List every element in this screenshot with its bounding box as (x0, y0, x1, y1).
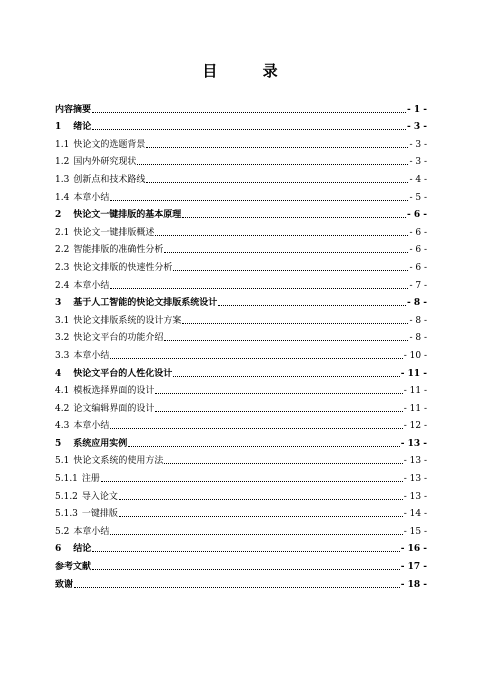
toc-entry-page: - 6 - (407, 210, 427, 221)
toc-entry-page: - 4 - (409, 174, 427, 185)
toc-entry-number: 5.1.1 (55, 474, 78, 485)
toc-entry[interactable] (55, 132, 427, 150)
toc-entry-label (55, 580, 73, 590)
toc-entry-text: 一键排版 (81, 509, 118, 520)
toc-entry[interactable] (55, 572, 427, 590)
toc-entry-label (55, 175, 145, 185)
toc-entry-label (55, 122, 91, 132)
toc-entry-text: 快论文一键排版的基本原理 (73, 210, 182, 221)
dot-leader (182, 216, 406, 218)
toc-entry-page: - 12 - (403, 421, 427, 432)
toc-entry-page: - 3 - (409, 157, 427, 168)
toc-entry-label (55, 386, 154, 396)
toc-entry-text: 快论文平台的功能介绍 (73, 333, 164, 344)
dot-leader (146, 181, 408, 183)
toc-entry[interactable] (55, 414, 427, 432)
toc-entry-page: - 11 - (400, 368, 427, 379)
toc-entry-number: 2.3 (55, 262, 70, 273)
dot-leader (155, 234, 408, 236)
toc-entry-page: - 11 - (403, 403, 427, 414)
toc-entry-number: 3.3 (55, 350, 70, 361)
toc-entry-label (55, 527, 109, 537)
toc-entry-number: 5.1.3 (55, 509, 78, 520)
dot-leader (164, 339, 408, 341)
toc-entry-label (55, 157, 136, 167)
dot-leader (128, 445, 399, 447)
toc-entry[interactable] (55, 308, 427, 326)
toc-entry-number: 4.1 (55, 386, 70, 397)
toc-entry-label (55, 193, 109, 203)
dot-leader (110, 427, 402, 429)
toc-entry[interactable] (55, 326, 427, 344)
toc-entry[interactable] (55, 449, 427, 467)
toc-entry-text: 快论文排版的快速性分析 (73, 262, 173, 273)
toc-entry-number: 1 (55, 122, 62, 133)
toc-entry-number: 5.1 (55, 456, 70, 467)
toc-entry-page: - 13 - (403, 456, 427, 467)
toc-entry-text: 快论文系统的使用方法 (73, 456, 164, 467)
dot-leader (182, 322, 408, 324)
toc-entry-number: 3.2 (55, 333, 70, 344)
toc-entry-label (55, 456, 163, 466)
toc-entry-text: 本章小结 (73, 421, 110, 432)
toc-entry-page: - 13 - (403, 491, 427, 502)
toc-entry-label (55, 544, 91, 554)
toc-entry-label (55, 245, 163, 255)
toc-entry-label (55, 509, 118, 519)
toc-title: 目 录 (202, 62, 298, 80)
toc-entry-page: - 16 - (400, 544, 427, 555)
toc-entry-text: 绪论 (73, 122, 92, 133)
toc-entry-page: - 13 - (403, 474, 427, 485)
toc-entry-text: 本章小结 (73, 526, 110, 537)
toc-entry-page: - 8 - (409, 315, 427, 326)
toc-entry-page: - 17 - (400, 562, 427, 573)
toc-entry-text: 智能排版的准确性分析 (73, 245, 164, 256)
toc-entry-label (55, 474, 100, 484)
toc-entry-text: 国内外研究现状 (73, 157, 137, 168)
toc-entry-label (55, 140, 145, 150)
toc-entry-number: 1.1 (55, 139, 70, 150)
dot-leader (101, 480, 403, 482)
toc-entry-label (55, 439, 127, 449)
toc-entry-text: 论文编辑界面的设计 (73, 403, 155, 414)
toc-entry-text: 参考文献 (55, 562, 92, 573)
toc-entry[interactable] (55, 238, 427, 256)
toc-entry-label (55, 351, 109, 361)
toc-entry[interactable] (55, 466, 427, 484)
toc-entry-text: 快论文一键排版概述 (73, 227, 155, 238)
toc-entry-page: - 6 - (409, 227, 427, 238)
toc-entry-text: 导入论文 (81, 491, 118, 502)
toc-entry[interactable] (55, 379, 427, 397)
dot-leader (110, 533, 402, 535)
toc-entry[interactable] (55, 431, 427, 449)
toc-entry[interactable] (55, 361, 427, 379)
toc-entry-page: - 8 - (407, 298, 427, 309)
toc-entry-text: 本章小结 (73, 280, 110, 291)
toc-entry[interactable] (55, 537, 427, 555)
toc-entry-label (55, 333, 163, 343)
toc-entry[interactable] (55, 502, 427, 520)
toc-entry-label (55, 281, 109, 291)
dot-leader (146, 146, 408, 148)
toc-entry-text: 结论 (73, 544, 92, 555)
toc-entry-text: 内容摘要 (55, 104, 92, 115)
toc-entry-text: 快论文的选题背景 (73, 139, 146, 150)
toc-entry-page: - 11 - (403, 386, 427, 397)
toc-entry-text: 本章小结 (73, 192, 110, 203)
dot-leader (92, 568, 400, 570)
toc-entry-label (55, 298, 217, 308)
toc-entry-text: 快论文平台的人性化设计 (73, 368, 173, 379)
toc-entry-number: 4.2 (55, 403, 70, 414)
toc-entry[interactable] (55, 203, 427, 221)
toc-entry[interactable] (55, 150, 427, 168)
dot-leader (119, 515, 403, 517)
dot-leader (164, 462, 402, 464)
toc-entry-label (55, 263, 172, 273)
toc-entry-number: 1.3 (55, 174, 70, 185)
toc-entry[interactable] (55, 220, 427, 238)
toc-entry-number: 2.1 (55, 227, 70, 238)
toc-entry-number: 3 (55, 298, 62, 309)
toc-entry-number: 2.4 (55, 280, 70, 291)
toc-entry-number: 5.1.2 (55, 491, 78, 502)
toc-entry-text: 创新点和技术路线 (73, 174, 146, 185)
dot-leader (218, 304, 406, 306)
toc-entry[interactable] (55, 396, 427, 414)
dot-leader (173, 375, 399, 377)
toc-entry-page: - 14 - (403, 509, 427, 520)
dot-leader (173, 269, 408, 271)
toc-entry-number: 4.3 (55, 421, 70, 432)
toc-entry-page: - 1 - (407, 104, 427, 115)
toc-entry-page: - 15 - (403, 526, 427, 537)
dot-leader (119, 498, 403, 500)
toc-entry[interactable] (55, 273, 427, 291)
toc-entry[interactable] (55, 115, 427, 133)
dot-leader (92, 128, 406, 130)
toc-entry[interactable] (55, 185, 427, 203)
toc-entry-number: 4 (55, 368, 62, 379)
toc-entry-page: - 10 - (403, 350, 427, 361)
toc-entry-page: - 18 - (400, 579, 427, 590)
dot-leader (92, 111, 406, 113)
toc-entry-label (55, 105, 91, 115)
toc-entry-text: 注册 (81, 474, 100, 485)
toc-entry-page: - 7 - (409, 280, 427, 291)
toc-entry-page: - 3 - (407, 122, 427, 133)
toc-entry[interactable] (55, 519, 427, 537)
table-of-contents (55, 97, 427, 590)
toc-entry-page: - 6 - (409, 262, 427, 273)
toc-entry-page: - 3 - (409, 139, 427, 150)
toc-entry[interactable] (55, 554, 427, 572)
toc-entry-label (55, 316, 181, 326)
toc-entry[interactable] (55, 167, 427, 185)
toc-entry-label (55, 210, 181, 220)
toc-entry[interactable] (55, 484, 427, 502)
toc-entry-page: - 6 - (409, 245, 427, 256)
toc-entry[interactable] (55, 255, 427, 273)
toc-entry-number: 2 (55, 210, 62, 221)
toc-entry[interactable] (55, 343, 427, 361)
toc-entry-label (55, 228, 154, 238)
dot-leader (155, 410, 402, 412)
toc-entry-label (55, 562, 91, 572)
toc-entry-page: - 5 - (409, 192, 427, 203)
toc-entry-number: 5 (55, 438, 62, 449)
toc-entry-number: 1.4 (55, 192, 70, 203)
dot-leader (74, 586, 400, 588)
toc-entry-number: 1.2 (55, 157, 70, 168)
toc-entry-text: 模板选择界面的设计 (73, 386, 155, 397)
toc-entry-text: 快论文排版系统的设计方案 (73, 315, 182, 326)
toc-entry[interactable] (55, 291, 427, 309)
dot-leader (155, 392, 402, 394)
toc-entry-label (55, 421, 109, 431)
toc-entry-label (55, 404, 154, 414)
toc-entry-text: 系统应用实例 (73, 438, 128, 449)
toc-entry[interactable] (55, 97, 427, 115)
toc-entry-text: 致谢 (55, 579, 74, 590)
dot-leader (110, 287, 408, 289)
dot-leader (110, 357, 402, 359)
toc-entry-label (55, 369, 172, 379)
toc-entry-number: 2.2 (55, 245, 70, 256)
toc-entry-text: 本章小结 (73, 350, 110, 361)
dot-leader (92, 550, 399, 552)
toc-entry-number: 3.1 (55, 315, 70, 326)
dot-leader (110, 199, 408, 201)
dot-leader (137, 163, 408, 165)
toc-entry-number: 5.2 (55, 526, 70, 537)
toc-entry-text: 基于人工智能的快论文排版系统设计 (73, 298, 218, 309)
toc-entry-number: 6 (55, 544, 62, 555)
dot-leader (164, 251, 408, 253)
toc-entry-page: - 13 - (400, 438, 427, 449)
toc-entry-page: - 8 - (409, 333, 427, 344)
toc-entry-label (55, 492, 118, 502)
